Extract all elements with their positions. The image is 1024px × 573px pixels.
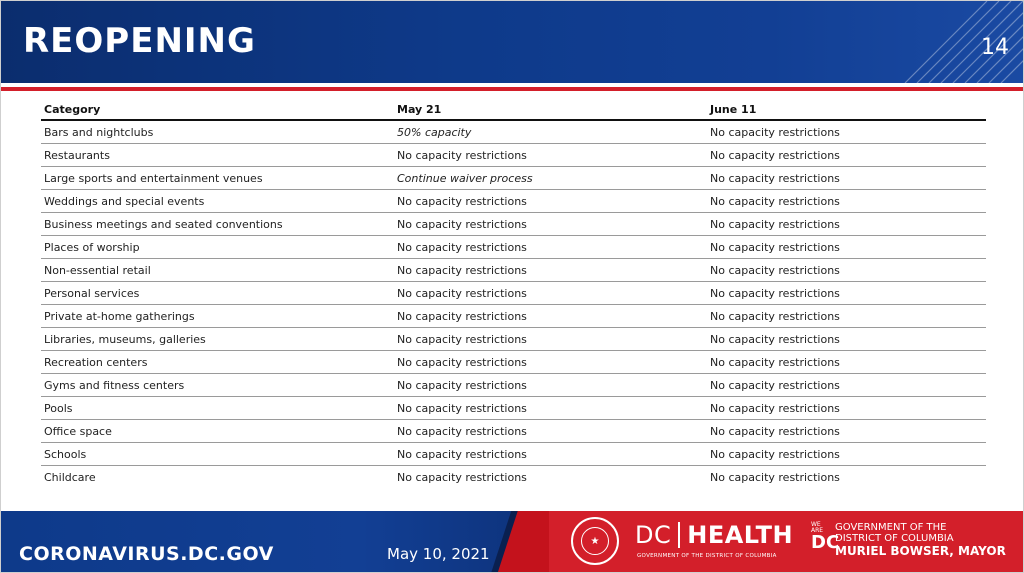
slide-date: May 10, 2021 (387, 545, 490, 563)
cell-may21: No capacity restrictions (397, 263, 527, 277)
cell-category: Private at-home gatherings (44, 309, 195, 323)
cell-june11: No capacity restrictions (710, 148, 840, 162)
gov-line-1: GOVERNMENT OF THE (835, 522, 947, 533)
table-body (41, 121, 986, 489)
table-row (41, 236, 986, 259)
cell-category: Places of worship (44, 240, 140, 254)
cell-may21: No capacity restrictions (397, 217, 527, 231)
table-row (41, 420, 986, 443)
slide-header (1, 1, 1024, 83)
page-title: REOPENING (23, 21, 256, 61)
table-header (41, 99, 986, 121)
cell-may21: No capacity restrictions (397, 355, 527, 369)
cell-june11: No capacity restrictions (710, 125, 840, 139)
cell-category: Business meetings and seated conventions (44, 217, 283, 231)
cell-may21: 50% capacity (397, 125, 472, 139)
gov-line-2: DISTRICT OF COLUMBIA (835, 533, 954, 544)
cell-june11: No capacity restrictions (710, 286, 840, 300)
cell-june11: No capacity restrictions (710, 263, 840, 277)
cell-june11: No capacity restrictions (710, 171, 840, 185)
cell-category: Childcare (44, 471, 96, 484)
cell-category: Weddings and special events (44, 194, 205, 208)
table-row (41, 305, 986, 328)
dc-health-subtitle: GOVERNMENT OF THE DISTRICT OF COLUMBIA (637, 553, 777, 559)
column-header-june11: June 11 (710, 102, 757, 116)
cell-may21: No capacity restrictions (397, 286, 527, 300)
seal-center: ★ (581, 527, 609, 555)
cell-category: Pools (44, 401, 73, 415)
table-row (41, 328, 986, 351)
cell-may21: No capacity restrictions (397, 148, 527, 162)
cell-category: Large sports and entertainment venues (44, 171, 263, 185)
cell-category: Recreation centers (44, 355, 148, 369)
cell-category: Bars and nightclubs (44, 125, 154, 139)
cell-june11: No capacity restrictions (710, 240, 840, 254)
cell-june11: No capacity restrictions (710, 217, 840, 231)
cell-category: Non-essential retail (44, 263, 151, 277)
cell-may21: No capacity restrictions (397, 194, 527, 208)
cell-june11: No capacity restrictions (710, 401, 840, 415)
we-are-dc-mark: WE ARE (811, 521, 824, 534)
dc-health-logo (635, 521, 793, 549)
dc-health-logo-divider (678, 522, 680, 548)
mayor-name: MURIEL BOWSER, MAYOR (835, 544, 1006, 558)
table-row (41, 167, 986, 190)
cell-category: Personal services (44, 286, 140, 300)
page-number: 14 (981, 35, 1009, 60)
cell-category: Schools (44, 447, 87, 461)
cell-category: Libraries, museums, galleries (44, 332, 206, 346)
table-row (41, 374, 986, 397)
cell-june11: No capacity restrictions (710, 355, 840, 369)
cell-june11: No capacity restrictions (710, 194, 840, 208)
cell-may21: No capacity restrictions (397, 401, 527, 415)
cell-june11: No capacity restrictions (710, 471, 840, 484)
cell-category: Restaurants (44, 148, 110, 162)
column-header-may21: May 21 (397, 102, 442, 116)
cell-may21: No capacity restrictions (397, 424, 527, 438)
cell-may21: No capacity restrictions (397, 332, 527, 346)
table-row (41, 259, 986, 282)
cell-category: Office space (44, 424, 112, 438)
table-row (41, 213, 986, 236)
cell-june11: No capacity restrictions (710, 378, 840, 392)
cell-may21: No capacity restrictions (397, 471, 527, 484)
table-row (41, 144, 986, 167)
dc-seal-icon (571, 517, 619, 565)
table-row (41, 351, 986, 374)
cell-june11: No capacity restrictions (710, 424, 840, 438)
reopening-table (41, 99, 986, 489)
cell-may21: No capacity restrictions (397, 447, 527, 461)
table-row (41, 282, 986, 305)
cell-may21: No capacity restrictions (397, 240, 527, 254)
table-row (41, 443, 986, 466)
dc-health-logo-health: HEALTH (687, 521, 794, 549)
column-header-category: Category (44, 102, 101, 116)
website-link[interactable]: CORONAVIRUS.DC.GOV (19, 543, 274, 565)
table-row (41, 121, 986, 144)
table-row (41, 466, 986, 489)
cell-may21: No capacity restrictions (397, 378, 527, 392)
header-divider-red (1, 87, 1024, 91)
cell-may21: Continue waiver process (397, 171, 533, 185)
table-row (41, 190, 986, 213)
cell-june11: No capacity restrictions (710, 309, 840, 323)
table-row (41, 397, 986, 420)
slide-footer (1, 511, 1024, 573)
cell-may21: No capacity restrictions (397, 309, 527, 323)
cell-category: Gyms and fitness centers (44, 378, 185, 392)
cell-june11: No capacity restrictions (710, 447, 840, 461)
cell-june11: No capacity restrictions (710, 332, 840, 346)
dc-mark: DC (811, 532, 840, 553)
dc-health-logo-dc: DC (635, 521, 672, 549)
